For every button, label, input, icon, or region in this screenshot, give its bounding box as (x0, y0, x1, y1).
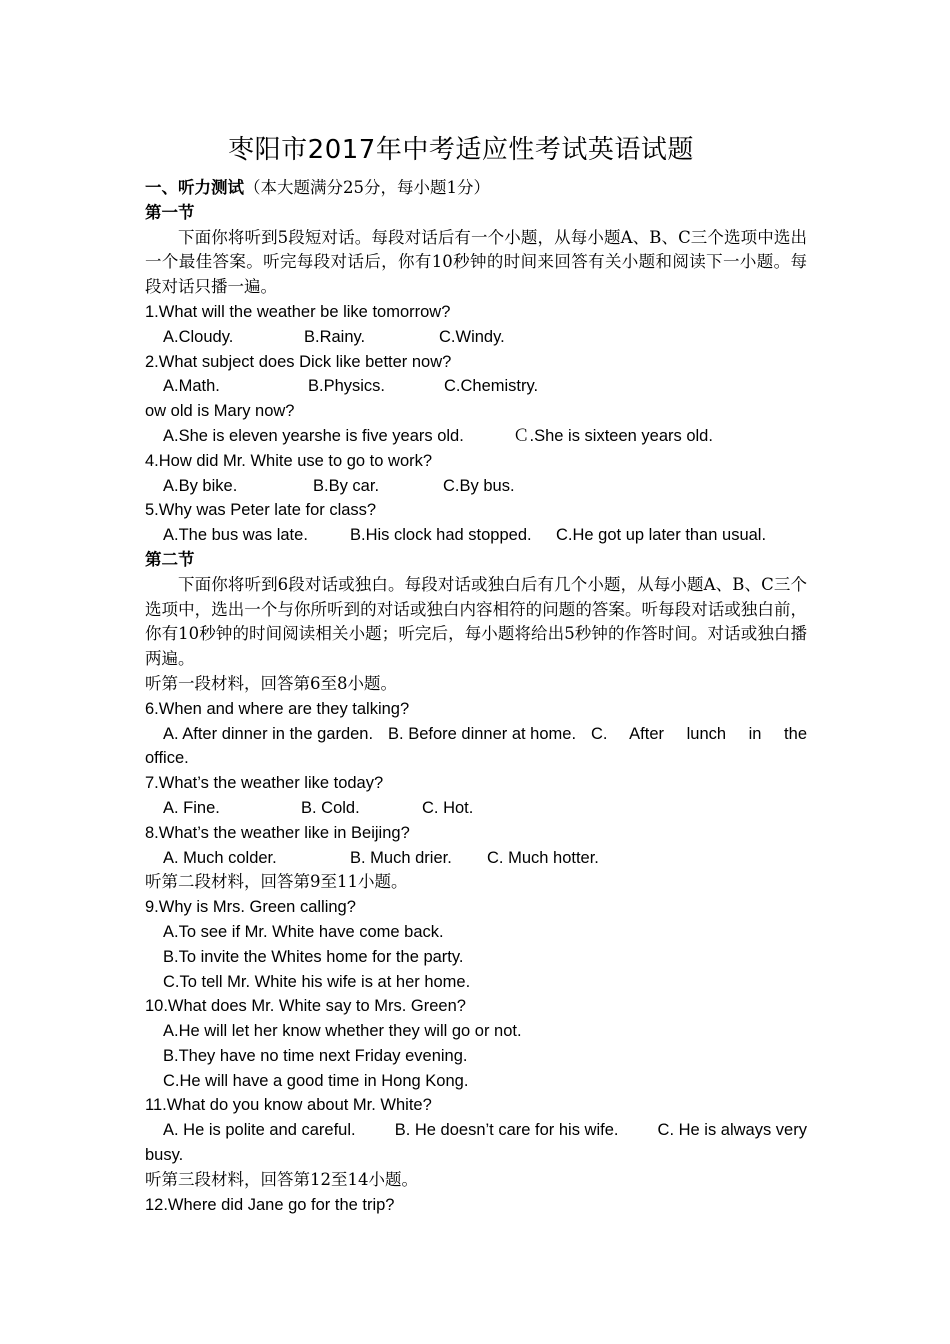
q1-option-c: C.Windy. (439, 327, 505, 346)
section2-heading: 第二节 (145, 549, 195, 569)
q2-option-b: B.Physics. (308, 377, 386, 396)
q11-option-b: B. He doesn’t care for his wife. (394, 1121, 619, 1140)
section1-heading: 第一节 (145, 202, 195, 222)
q2-option-c: C.Chemistry. (444, 377, 539, 396)
q1-stem: 1.What will the weather be like tomorrow? (145, 302, 451, 321)
q12-stem: 12.Where did Jane go for the trip? (145, 1195, 395, 1214)
q3-option-ab: A.She is eleven yearshe is five years old. (163, 426, 464, 445)
q3-options (145, 424, 807, 449)
q4-stem: 4.How did Mr. White use to go to work? (145, 451, 433, 470)
section2-instructions: 下面你将听到6段对话或独白。每段对话或独白后有几个小题，从每小题A、B、C三个选项中，选出一个与你所听到的对话或独白内容相符的问题的答案。听每段对话或独白前，你有10秒钟的时间阅读相关小题；听完后，每小题将给出5秒钟的作答时间。对话或独白播两遍。 (145, 574, 807, 669)
exam-page (145, 128, 807, 1217)
q11-options-line2: busy. (145, 1146, 184, 1165)
q9-stem: 9.Why is Mrs. Green calling? (145, 898, 356, 917)
q1-options (145, 325, 807, 350)
q1-option-b: B.Rainy. (304, 327, 366, 346)
q10-option-c: C.He will have a good time in Hong Kong. (163, 1071, 469, 1090)
q2-options (145, 374, 807, 399)
q4-options (145, 474, 807, 499)
section2-material3: 听第三段材料，回答第12至14小题。 (145, 1169, 418, 1189)
q11-option-c: C. He is always very (657, 1121, 807, 1140)
section1-instructions: 下面你将听到5段短对话。每段对话后有一个小题，从每小题A、B、C三个选项中选出一个最佳答案。听完每段对话后，你有10秒钟的时间来回答有关小题和阅读下一小题。每段对话只播一遍。 (145, 227, 807, 297)
q2-option-a: A.Math. (163, 377, 220, 396)
q4-option-b: B.By car. (313, 476, 380, 495)
q7-option-b: B. Cold. (301, 798, 360, 817)
q3-option-c: Ｃ.She is sixteen years old. (513, 426, 713, 445)
q6-option-a: A. After dinner in the garden. (163, 724, 374, 743)
q8-stem: 8.What’s the weather like in Beijing? (145, 823, 410, 842)
part1-heading-line (145, 176, 807, 201)
q5-option-a: A.The bus was late. (163, 526, 308, 545)
q6-option-b: B. Before dinner at home. (388, 724, 577, 743)
q5-option-c: C.He got up later than usual. (556, 526, 767, 545)
q9-option-b: B.To invite the Whites home for the party. (163, 947, 464, 966)
q7-option-c: C. Hot. (422, 798, 474, 817)
q11-option-a: A. He is polite and careful. (163, 1121, 356, 1140)
part1-note: （本大题满分25分，每小题1分） (244, 178, 490, 197)
q2-stem: 2.What subject does Dick like better now? (145, 352, 452, 371)
q8-option-c: C. Much hotter. (487, 848, 599, 867)
q10-stem: 10.What does Mr. White say to Mrs. Green? (145, 997, 466, 1016)
q7-options (145, 796, 807, 821)
q6-option-c: C. After lunch in the (591, 724, 807, 743)
q11-stem: 11.What do you know about Mr. White? (145, 1096, 432, 1115)
q6-options-line1 (145, 722, 807, 747)
q9-option-c: C.To tell Mr. White his wife is at her home. (163, 972, 471, 991)
part1-heading: 一、听力测试 (145, 178, 244, 197)
section2-material1: 听第一段材料，回答第6至8小题。 (145, 673, 397, 693)
q8-options (145, 846, 807, 871)
q4-option-a: A.By bike. (163, 476, 238, 495)
q7-stem: 7.What’s the weather like today? (145, 774, 384, 793)
q5-options (145, 523, 807, 548)
page-title: 枣阳市2017年中考适应性考试英语试题 (228, 135, 694, 165)
q3-stem: ow old is Mary now? (145, 402, 295, 421)
q10-option-b: B.They have no time next Friday evening. (163, 1046, 468, 1065)
q6-options-line2: office. (145, 749, 189, 768)
q5-option-b: B.His clock had stopped. (350, 526, 532, 545)
q4-option-c: C.By bus. (443, 476, 515, 495)
q7-option-a: A. Fine. (163, 798, 220, 817)
q11-options-line1 (145, 1118, 807, 1143)
q8-option-b: B. Much drier. (350, 848, 452, 867)
q1-option-a: A.Cloudy. (163, 327, 234, 346)
q6-stem: 6.When and where are they talking? (145, 699, 410, 718)
q10-option-a: A.He will let her know whether they will go or not. (163, 1022, 522, 1041)
q8-option-a: A. Much colder. (163, 848, 277, 867)
section2-material2: 听第二段材料，回答第9至11小题。 (145, 872, 408, 892)
q9-option-a: A.To see if Mr. White have come back. (163, 922, 444, 941)
q5-stem: 5.Why was Peter late for class? (145, 501, 377, 520)
